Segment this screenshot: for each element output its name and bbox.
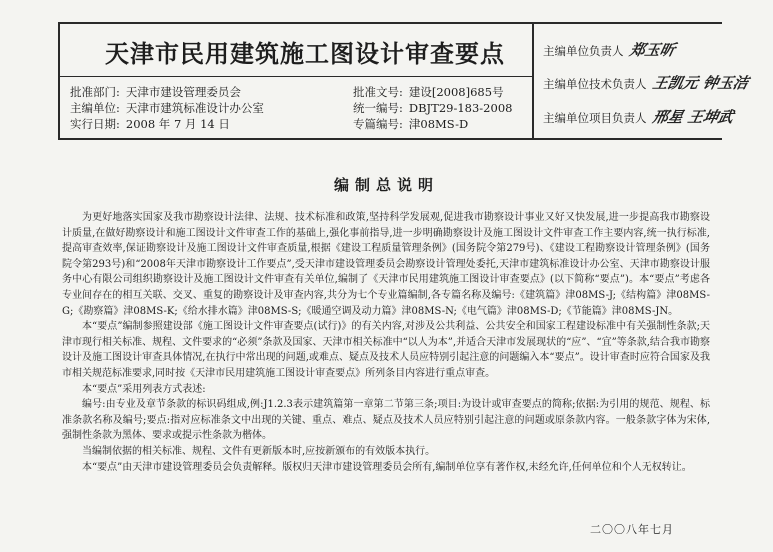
meta-label: 主编单位: xyxy=(70,101,120,115)
document-date: 二〇〇八年七月 xyxy=(590,523,674,536)
signature: 郑玉昕 xyxy=(627,41,677,59)
paragraph: 本“要点”由天津市建设管理委员会负责解释。版权归天津市建设管理委员会所有,编制单位享有著作权,未经允许,任何单位和个人无权转让。 xyxy=(82,461,692,473)
body-text xyxy=(62,210,710,475)
meta-row-effective-date xyxy=(70,116,230,132)
header-top-rule xyxy=(58,22,722,24)
title-underline xyxy=(60,76,532,77)
meta-value: 天津市建筑标准设计办公室 xyxy=(125,101,264,115)
meta-value: 天津市建设管理委员会 xyxy=(125,85,241,99)
meta-label: 批准部门: xyxy=(70,85,120,99)
paragraph: 本“要点”编制参照建设部《施工图设计文件审查要点(试行)》的有关内容,对涉及公共利益、公共安全和国家工程建设标准中有关强制性条款;天津市现行相关标准、规程、文件要求的“必须”条款及国家、天津市相关标准中“以人为本”,并适合天津市发展现状的“应”、“宜”等条款,结合我市勘察设计及施工图设计审查具体情况,在执行中常出现的问题,或难点、疑点及技术人员应特别引起注意的问题编入本“要点”。设计审查时应符合国家及我市相关规范标准要求,同时按《天津市民用建筑施工图设计审查要点》所列条目内容进行重点审查。 xyxy=(62,321,710,379)
meta-row-chief-editor xyxy=(70,100,264,116)
meta-row-approval-no xyxy=(353,84,504,100)
meta-row-approval-dept xyxy=(70,84,241,100)
paragraph: 编号:由专业及章节条款的标识码组成,例:J1.2.3表示建筑篇第一章第二节第三条;项目:为设计或审查要点的简称;依据:为引用的规范、规程、标准条款名称及编号;要点:指对应标准条文中出现的关键、重点、难点、疑点及技术人员应特别引起注意的问题或原条款内容。一般条款字体为宋体,强制性条款为黑体、要求或提示性条款为楷体。 xyxy=(62,399,710,442)
signature: 王凯元 钟玉洁 xyxy=(650,74,750,92)
header-left-rule xyxy=(58,22,60,140)
meta-label: 专篇编号: xyxy=(353,117,403,131)
responsible-label: 主编单位项目负责人 xyxy=(543,111,647,125)
responsible-label: 主编单位负责人 xyxy=(543,44,624,58)
meta-row-unified-no xyxy=(353,100,512,116)
meta-label: 批准文号: xyxy=(353,85,403,99)
page-title: 天津市民用建筑施工图设计审查要点 xyxy=(105,40,505,68)
paragraph: 为更好地落实国家及我市勘察设计法律、法规、技术标准和政策,坚持科学发展观,促进我市勘察设计事业又好又快发展,进一步提高我市勘察设计质量,在做好勘察设计和施工图设计文件审查工作的基础上,强化事前指导,进一步明确勘察设计及施工图设计文件审查工作主要内容,统一执行标准,提高审查效率,保证勘察设计及施工图设计文件审查质量,根据《建设工程质量管理条例》(国务院令第279号)、《建设工程勘察设计管理条例》(国务院令第293号)和“2008年天津市勘察设计工作要点”,受天津市建设管理委员会勘察设计管理处委托,天津市建筑标准设计办公室、天津市勘察设计服务中心有限公司组织勘察设计及施工图设计文件审查有关单位,编制了《天津市民用建筑施工图设计审查要点》(以下简称“要点”)。本“要点”考虑各专业间存在的相互关联、交叉、重复的勘察设计及审查内容,共分为七个专业篇编制,各专篇名称及编号:《建筑篇》津08MS-J;《结构篇》津08MS-G;《勘察篇》津08MS-K;《给水排水篇》津08MS-S;《暖通空调及动力篇》津08MS-N;《电气篇》津08MS-D;《节能篇》津08MS-JN。 xyxy=(62,212,710,317)
section-heading: 编制总说明 xyxy=(333,176,439,194)
paragraph: 当编制依据的相关标准、规程、文件有更新版本时,应按新颁布的有效版本执行。 xyxy=(82,445,436,457)
paragraph: 本“要点”采用列表方式表述: xyxy=(82,383,206,395)
meta-label: 统一编号: xyxy=(353,101,403,115)
meta-value: 建设[2008]685号 xyxy=(408,85,504,99)
meta-value: DBJT29-183-2008 xyxy=(408,101,513,115)
meta-value: 2008 年 7 月 14 日 xyxy=(125,117,230,131)
meta-label: 实行日期: xyxy=(70,117,120,131)
meta-value: 津08MS-D xyxy=(408,117,469,131)
responsible-label: 主编单位技术负责人 xyxy=(543,77,647,91)
responsible-row xyxy=(543,39,675,60)
signature: 邢星 王坤武 xyxy=(650,108,735,126)
responsible-row xyxy=(543,106,733,127)
header-bottom-rule xyxy=(58,138,722,140)
header-vertical-divider xyxy=(532,22,534,140)
meta-row-chapter-no xyxy=(353,116,468,132)
responsible-row xyxy=(543,72,748,93)
